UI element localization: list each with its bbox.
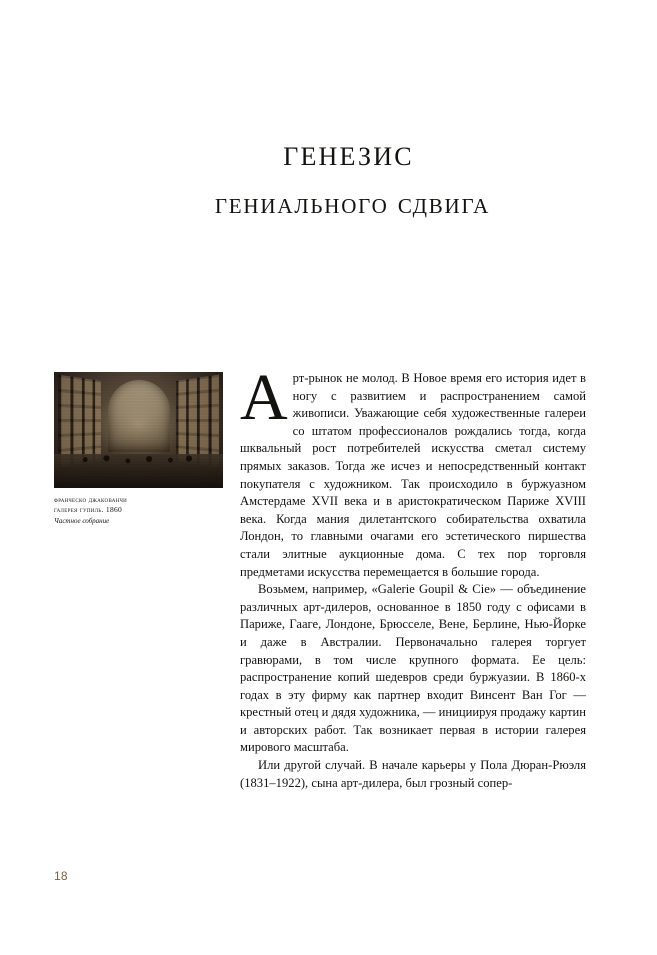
- figure-caption-author: франческо джакованчи: [54, 495, 128, 504]
- page-number: 18: [54, 869, 68, 883]
- engraving-grain-overlay: [54, 372, 223, 488]
- body-paragraph-3: Или другой случай. В начале карьеры у Пола Дюран-Рюэля (1831–1922), сына арт-дилера, был грозный сопер-: [240, 758, 586, 790]
- gallery-engraving-image: [54, 372, 223, 488]
- figure-caption: [54, 495, 223, 526]
- figure: [54, 372, 223, 526]
- chapter-title: [0, 132, 657, 221]
- drop-cap: А: [240, 361, 288, 434]
- body-paragraph-1: [240, 361, 586, 581]
- figure-caption-title: галерея гупиль. 1860: [54, 504, 123, 514]
- chapter-title-line-2: гениального сдвига: [214, 186, 491, 220]
- body-paragraph-1-text: рт-рынок не молод. В Новое время его история идет в ногу с развитием и распространением самой живописи. Уважающие себя художественные галереи со штатом профессионалов рождались тогда, когда шквальный рост потребителей искусства сметал систему прямых заказов. Тогда же исчез и непосредственный контакт покупателя с художником. Так происходило в буржуазном Амстердаме XVII века и в аристократическом Париже XVIII века. Когда мания дилетантского собирательства охватила Лондон, то главными очагами его эстетического пиршества стали элитные аукционные дома. С тех пор торговля предметами искусства перемещается в большие города.: [240, 371, 586, 579]
- body-paragraph-2: Возьмем, например, «Galerie Goupil & Cie» — объединение различных арт-дилеров, основанное в 1850 году с офисами в Париже, Гааге, Лондоне, Брюсселе, Вене, Берлине, Нью-Йорке и даже в Австралии. Первоначально галерея торгует гравюрами, в том числе крупного формата. Ее цель: распространение копий шедевров среди буржуазии. В 1860-х годах в эту фирму как партнер входит Винсент Ван Гог — крестный отец и дядя художника, — инициируя продажу картин и авторских работ. Так возникает первая в истории галерея мирового масштаба.: [240, 582, 586, 755]
- body-text-column: [240, 361, 586, 792]
- chapter-title-line-1: генезис: [283, 133, 414, 174]
- figure-caption-collection: Частное собрание: [54, 516, 110, 525]
